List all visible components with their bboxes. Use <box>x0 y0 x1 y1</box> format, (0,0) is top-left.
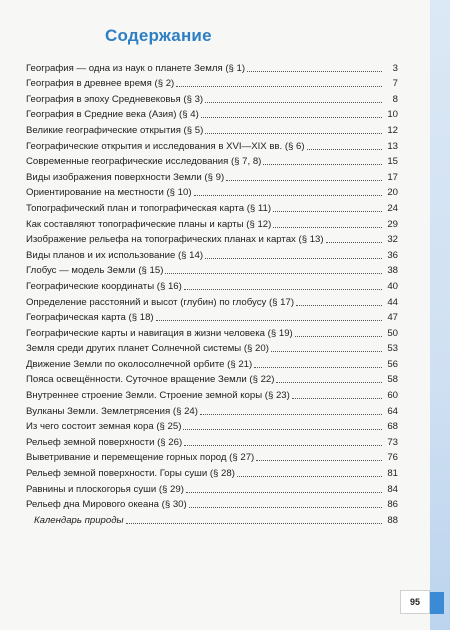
toc-leader-dots <box>184 445 382 446</box>
toc-entry-page: 76 <box>387 452 398 464</box>
toc-leader-dots <box>205 133 382 134</box>
toc-entry-page: 10 <box>387 109 398 121</box>
toc-entry-page: 56 <box>387 358 398 370</box>
toc-entry-page: 3 <box>392 62 398 74</box>
toc-entry-title: Как составляют топографические планы и карты (§ 12) <box>26 218 272 230</box>
toc-leader-dots <box>205 258 382 259</box>
toc-entry-title: Определение расстояний и высот (глубин) по глобусу (§ 17) <box>26 296 295 308</box>
toc-entry-page: 38 <box>387 265 398 277</box>
toc-entry <box>26 152 398 168</box>
toc-entry-page: 50 <box>387 327 398 339</box>
toc-entry <box>26 276 398 292</box>
toc-entry-page: 8 <box>392 93 398 105</box>
toc-entry-title: География в древнее время (§ 2) <box>26 78 175 90</box>
toc-entry-page: 73 <box>387 436 398 448</box>
toc-leader-dots <box>276 382 382 383</box>
toc-entry-page: 20 <box>387 187 398 199</box>
toc-entry <box>26 58 398 74</box>
toc-entry-title: Равнины и плоскогорья суши (§ 29) <box>26 483 184 495</box>
toc-entry <box>26 183 398 199</box>
toc-leader-dots <box>201 117 382 118</box>
toc-entry <box>26 292 398 308</box>
toc-entry <box>26 432 398 448</box>
toc-entry-page: 47 <box>387 312 398 324</box>
toc-entry-page: 58 <box>387 374 398 386</box>
toc-entry-page: 88 <box>387 514 398 526</box>
toc-entry <box>26 370 398 386</box>
page-number: 95 <box>400 590 430 614</box>
toc-entry <box>26 214 398 230</box>
toc-entry-page: 29 <box>387 218 398 230</box>
toc-leader-dots <box>254 367 382 368</box>
toc-entry <box>26 120 398 136</box>
toc-leader-dots <box>263 164 382 165</box>
toc-entry <box>26 323 398 339</box>
toc-entry <box>26 136 398 152</box>
toc-entry-title: Рельеф земной поверхности. Горы суши (§ 28) <box>26 468 235 480</box>
toc-entry <box>26 495 398 511</box>
toc-leader-dots <box>156 320 382 321</box>
toc-entry-title: Земля среди других планет Солнечной системы (§ 20) <box>26 343 269 355</box>
toc-entry <box>26 89 398 105</box>
toc-entry <box>26 354 398 370</box>
toc-entry-page: 12 <box>387 124 398 136</box>
toc-leader-dots <box>184 289 382 290</box>
toc-entry-title: Рельеф дна Мирового океана (§ 30) <box>26 499 187 511</box>
toc-leader-dots <box>237 476 382 477</box>
toc-leader-dots <box>307 149 382 150</box>
toc-leader-dots <box>296 305 382 306</box>
side-color-strip <box>430 0 450 630</box>
toc-entry-title: Современные географические исследования (§ 7, 8) <box>26 156 262 168</box>
toc-entry-page: 81 <box>387 468 398 480</box>
toc-entry-title: Географические карты и навигация в жизни человека (§ 19) <box>26 327 293 339</box>
toc-entry-page: 86 <box>387 499 398 511</box>
toc-entry <box>26 198 398 214</box>
toc-entry-page: 40 <box>387 280 398 292</box>
toc-entry-title: Географическая карта (§ 18) <box>26 312 154 324</box>
toc-entry-page: 84 <box>387 483 398 495</box>
toc-entry-title: Изображение рельефа на топографических планах и картах (§ 13) <box>26 234 324 246</box>
toc-leader-dots <box>295 336 382 337</box>
toc-leader-dots <box>165 273 382 274</box>
toc-entry <box>26 463 398 479</box>
toc-entry-page: 24 <box>387 202 398 214</box>
toc-entry <box>26 261 398 277</box>
toc-entry-title: Календарь природы <box>34 514 124 526</box>
toc-entry-title: Географические открытия и исследования в XVI—XIX вв. (§ 6) <box>26 140 305 152</box>
toc-entry-title: Глобус — модель Земли (§ 15) <box>26 265 164 277</box>
toc-leader-dots <box>292 398 382 399</box>
toc-leader-dots <box>186 492 382 493</box>
toc-entry <box>26 401 398 417</box>
toc-entry-page: 53 <box>387 343 398 355</box>
toc-leader-dots <box>273 211 382 212</box>
toc-entry-title: Пояса освещённости. Суточное вращение Земли (§ 22) <box>26 374 275 386</box>
toc-entry-title: Из чего состоит земная кора (§ 25) <box>26 421 182 433</box>
toc-entry <box>26 105 398 121</box>
toc-entry <box>26 308 398 324</box>
toc-entry <box>26 74 398 90</box>
toc-entry-page: 17 <box>387 171 398 183</box>
toc-entry <box>26 339 398 355</box>
toc-entry <box>26 385 398 401</box>
toc-entry <box>26 167 398 183</box>
toc-entry-title: Виды изображения поверхности Земли (§ 9) <box>26 171 225 183</box>
toc-entry-page: 68 <box>387 421 398 433</box>
toc-entry-title: География в эпоху Средневековья (§ 3) <box>26 93 204 105</box>
toc-entry-title: Топографический план и топографическая карта (§ 11) <box>26 202 272 214</box>
toc-entry <box>26 479 398 495</box>
toc-entry-title: Виды планов и их использование (§ 14) <box>26 249 204 261</box>
toc-entry <box>26 417 398 433</box>
toc-leader-dots <box>273 227 382 228</box>
toc-entry-title: Великие географические открытия (§ 5) <box>26 124 204 136</box>
toc-entry <box>26 245 398 261</box>
toc-entry <box>26 230 398 246</box>
toc-entry-page: 7 <box>392 78 398 90</box>
page-number-tab <box>430 592 444 614</box>
toc-entry <box>26 448 398 464</box>
toc-entry-page: 36 <box>387 249 398 261</box>
toc-entry-page: 32 <box>387 234 398 246</box>
toc-entry-title: География — одна из наук о планете Земля (§ 1) <box>26 62 246 74</box>
toc-entry <box>26 510 398 526</box>
toc-leader-dots <box>183 429 382 430</box>
toc-entry-page: 13 <box>387 140 398 152</box>
page-title: Содержание <box>105 26 212 45</box>
toc-entry-title: Внутреннее строение Земли. Строение земной коры (§ 23) <box>26 390 290 402</box>
toc-leader-dots <box>247 71 382 72</box>
toc-leader-dots <box>200 414 382 415</box>
toc-entry-page: 64 <box>387 405 398 417</box>
toc-leader-dots <box>126 523 382 524</box>
toc-leader-dots <box>271 351 382 352</box>
toc-leader-dots <box>194 195 382 196</box>
toc-leader-dots <box>176 86 382 87</box>
toc-entry-title: География в Средние века (Азия) (§ 4) <box>26 109 199 121</box>
toc-entry-title: Движение Земли по околосолнечной орбите (§ 21) <box>26 358 253 370</box>
toc-entry-page: 44 <box>387 296 398 308</box>
toc-entry-title: Ориентирование на местности (§ 10) <box>26 187 192 199</box>
toc-entry-page: 60 <box>387 390 398 402</box>
table-of-contents <box>26 58 398 526</box>
toc-leader-dots <box>256 460 382 461</box>
toc-leader-dots <box>326 242 382 243</box>
toc-entry-title: Вулканы Земли. Землетрясения (§ 24) <box>26 405 198 417</box>
toc-leader-dots <box>226 180 382 181</box>
toc-entry-page: 15 <box>387 156 398 168</box>
toc-entry-title: Выветривание и перемещение горных пород (§ 27) <box>26 452 255 464</box>
toc-entry-title: Рельеф земной поверхности (§ 26) <box>26 436 183 448</box>
toc-leader-dots <box>205 102 382 103</box>
toc-entry-title: Географические координаты (§ 16) <box>26 280 182 292</box>
toc-leader-dots <box>189 507 382 508</box>
